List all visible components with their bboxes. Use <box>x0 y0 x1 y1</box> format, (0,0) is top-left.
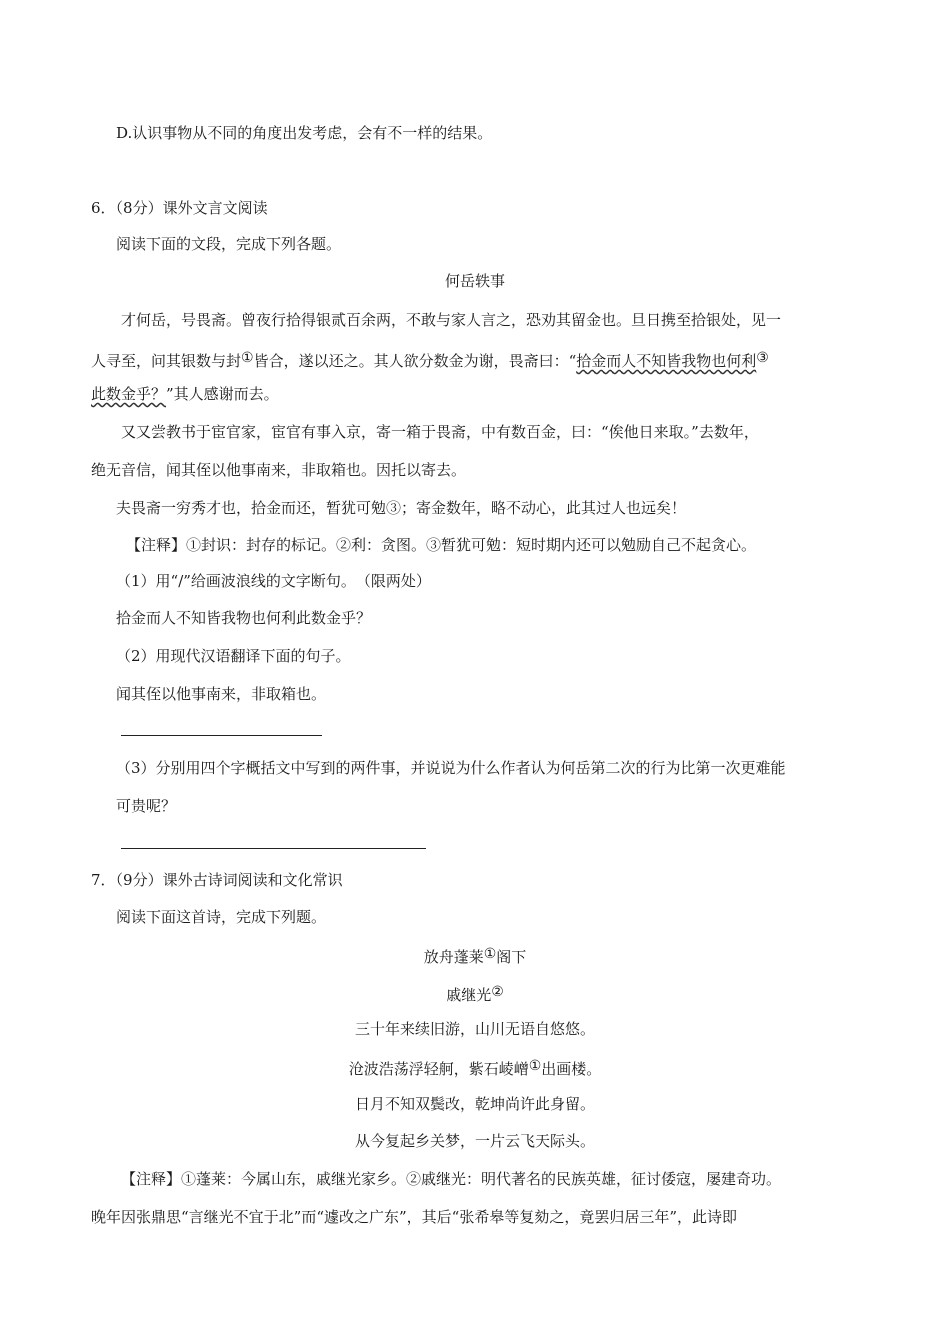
q6-header: 6．（8分）课外文言文阅读 <box>91 199 268 217</box>
q7-instruction: 阅读下面这首诗，完成下列题。 <box>116 908 327 926</box>
note-marker-1: ① <box>483 946 497 962</box>
note-marker-3: ③ <box>756 350 769 366</box>
q6-p1-line2-text-b: 皆合，遂以还之。其人欲分数金为谢，畏斋曰：“ <box>253 352 577 370</box>
q6-p1-line3-rest: ”其人感谢而去。 <box>166 385 279 403</box>
q7-poem-title-b: 阁下 <box>496 948 527 966</box>
q6-p2-line2: 绝无音信，闻其侄以他事南来，非取箱也。因托以寄去。 <box>91 461 467 479</box>
q7-poem-line2-b: 出画楼。 <box>541 1060 602 1078</box>
q7-notes-line1: 【注释】①蓬莱：今属山东，戚继光家乡。②戚继光：明代著名的民族英雄，征讨倭寇，屡建奇功。 <box>121 1170 782 1188</box>
q6-sub3-line2: 可贵呢？ <box>116 797 177 815</box>
q7-notes-line2: 晚年因张鼎思“言继光不宜于北”而“遽改之广东”，其后“张希皋等复劾之，竟罢归居三年”，此诗即 <box>91 1208 738 1226</box>
q6-sub2-text: 闻其侄以他事南来，非取箱也。 <box>116 685 327 703</box>
q6-sub1-text: 拾金而人不知皆我物也何利此数金乎？ <box>116 609 372 627</box>
q7-poem-author <box>0 982 950 1005</box>
q7-poem-title-a: 放舟蓬莱 <box>423 948 484 966</box>
q6-p1-line2 <box>91 348 769 371</box>
q7-poem-line3: 日月不知双鬓改，乾坤尚许此身留。 <box>354 1095 595 1113</box>
q6-instruction: 阅读下面的文段，完成下列各题。 <box>116 235 342 253</box>
q6-wavy-text-2: 此数金乎？ <box>91 385 167 403</box>
q7-poem-line2-a: 沧波浩荡浮轻舸，紫石崚嶒 <box>348 1060 529 1078</box>
q6-sub3-line1: （3）分别用四个字概括文中写到的两件事，并说说为什么作者认为何岳第二次的行为比第一次更难能 <box>116 759 786 777</box>
note-marker-1: ① <box>528 1058 542 1074</box>
q6-wavy-text-1: 拾金而人不知皆我物也何利 <box>576 352 757 370</box>
q6-p2-line1: 又又尝教书于宦官家，宦官有事入京，寄一箱于畏斋，中有数百金，曰：“俟他日来取。”去数年， <box>121 423 759 441</box>
q7-author-name: 戚继光 <box>446 986 492 1004</box>
q6-passage-title: 何岳轶事 <box>444 272 505 290</box>
q7-poem-line1: 三十年来续旧游，山川无语自悠悠。 <box>354 1020 595 1038</box>
q7-poem-title <box>0 944 950 967</box>
q6-p1-line2-text-a: 人寻至，问其银数与封 <box>91 352 242 370</box>
note-marker-2: ② <box>491 984 504 1000</box>
q6-sub2-answer-line[interactable] <box>121 735 322 736</box>
q6-sub3-answer-line[interactable] <box>121 848 426 849</box>
q7-poem-line2 <box>0 1056 950 1079</box>
q6-p1-line3 <box>91 384 279 404</box>
q6-p1-line1: 才何岳，号畏斋。曾夜行拾得银贰百余两，不敢与家人言之，恐劝其留金也。旦日携至拾银处，见一 <box>121 311 782 329</box>
q6-sub1-prompt: （1）用“/”给画波浪线的文字断句。 （限两处） <box>116 572 431 590</box>
q5-option-d: D.认识事物从不同的角度出发考虑，会有不一样的结果。 <box>116 124 493 142</box>
q7-header: 7．（9分）课外古诗词阅读和文化常识 <box>91 871 343 889</box>
q6-p3: 夫畏斋一穷秀才也，拾金而还，暂犹可勉③；寄金数年，略不动心，此其过人也远矣！ <box>116 499 687 517</box>
note-marker-1: ① <box>241 350 254 366</box>
q7-poem-line4: 从今复起乡关梦，一片云飞天际头。 <box>354 1132 595 1150</box>
q6-notes: 【注释】①封识：封存的标记。②利：贪图。③暂犹可勉：短时期内还可以勉励自己不起贪心。 <box>126 536 757 554</box>
q6-sub2-prompt: （2）用现代汉语翻译下面的句子。 <box>116 647 351 665</box>
